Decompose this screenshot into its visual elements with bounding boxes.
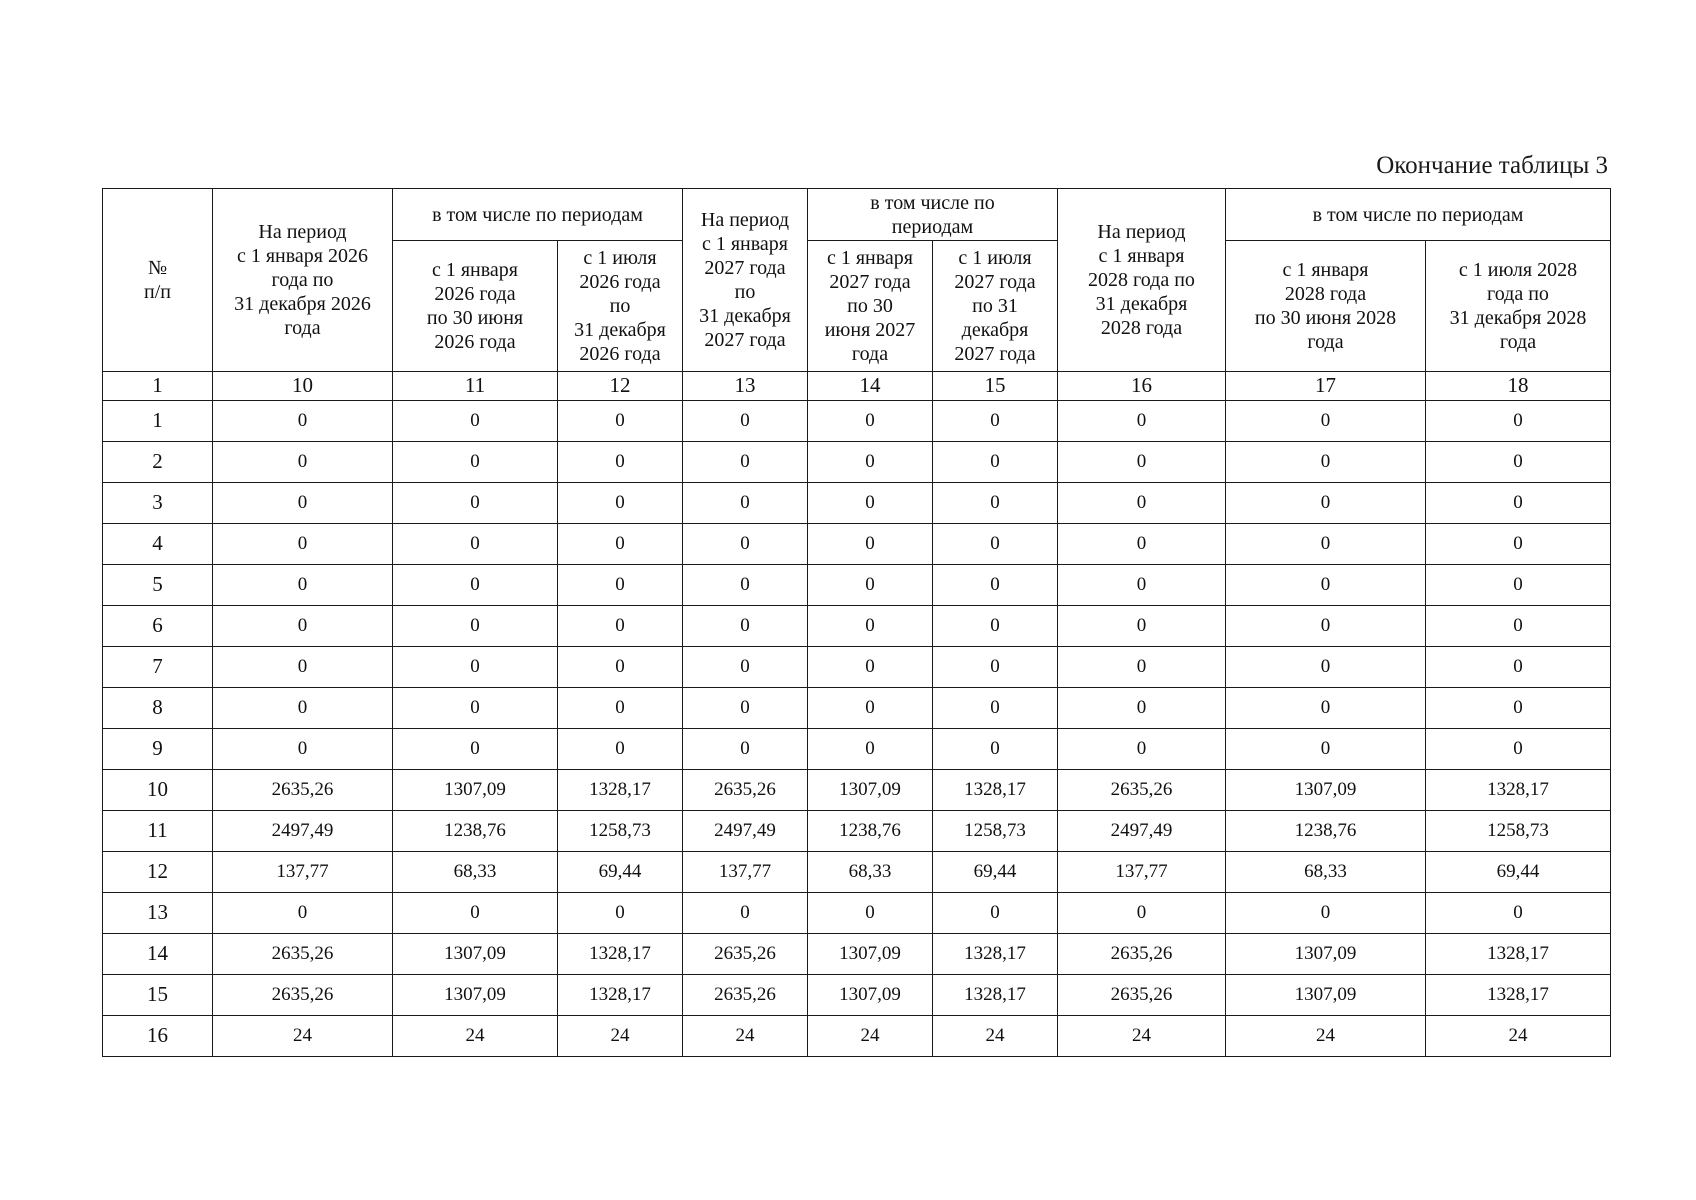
col-header-period-2026-text: На период с 1 января 2026 года по 31 декабря 2026 года xyxy=(234,221,371,339)
col-header-number xyxy=(103,189,213,372)
value-cell: 0 xyxy=(558,647,683,688)
value-cell: 0 xyxy=(1058,524,1226,565)
value-cell: 0 xyxy=(808,688,933,729)
value-cell: 0 xyxy=(393,565,558,606)
table-row xyxy=(103,565,1611,606)
col-header-h2-2027 xyxy=(933,241,1058,372)
value-cell: 0 xyxy=(1226,688,1426,729)
value-cell: 1307,09 xyxy=(808,934,933,975)
col-header-h1-2026-text: с 1 января 2026 года по 30 июня 2026 года xyxy=(426,259,524,353)
col-header-h1-2027 xyxy=(808,241,933,372)
value-cell: 0 xyxy=(1226,442,1426,483)
column-number: 13 xyxy=(683,372,808,401)
value-cell: 2497,49 xyxy=(213,811,393,852)
value-cell: 69,44 xyxy=(558,852,683,893)
value-cell: 0 xyxy=(213,647,393,688)
row-number-cell: 13 xyxy=(103,893,213,934)
value-cell: 0 xyxy=(1226,893,1426,934)
column-number: 15 xyxy=(933,372,1058,401)
value-cell: 24 xyxy=(393,1016,558,1057)
value-cell: 0 xyxy=(683,647,808,688)
value-cell: 0 xyxy=(558,524,683,565)
value-cell: 0 xyxy=(808,442,933,483)
value-cell: 2635,26 xyxy=(683,934,808,975)
value-cell: 1328,17 xyxy=(933,934,1058,975)
value-cell: 2497,49 xyxy=(683,811,808,852)
value-cell: 24 xyxy=(1426,1016,1611,1057)
value-cell: 1258,73 xyxy=(558,811,683,852)
value-cell: 1307,09 xyxy=(808,975,933,1016)
row-number-cell: 15 xyxy=(103,975,213,1016)
table-row xyxy=(103,483,1611,524)
value-cell: 0 xyxy=(1058,729,1226,770)
value-cell: 0 xyxy=(1058,401,1226,442)
value-cell: 1307,09 xyxy=(808,770,933,811)
value-cell: 24 xyxy=(808,1016,933,1057)
value-cell: 1328,17 xyxy=(933,975,1058,1016)
value-cell: 0 xyxy=(1426,483,1611,524)
value-cell: 0 xyxy=(393,524,558,565)
row-number-cell: 4 xyxy=(103,524,213,565)
table-row xyxy=(103,524,1611,565)
value-cell: 24 xyxy=(1058,1016,1226,1057)
col-header-h1-2028-text: с 1 января 2028 года по 30 июня 2028 года xyxy=(1254,259,1397,353)
value-cell: 1328,17 xyxy=(1426,770,1611,811)
value-cell: 0 xyxy=(808,647,933,688)
table-row xyxy=(103,770,1611,811)
value-cell: 0 xyxy=(1426,729,1611,770)
col-header-subperiods-2028 xyxy=(1226,189,1611,241)
value-cell: 0 xyxy=(683,401,808,442)
col-header-h2-2028-text: с 1 июля 2028 года по 31 декабря 2028 года xyxy=(1449,259,1587,353)
value-cell: 0 xyxy=(1226,483,1426,524)
value-cell: 1307,09 xyxy=(1226,975,1426,1016)
row-number-cell: 12 xyxy=(103,852,213,893)
value-cell: 2497,49 xyxy=(1058,811,1226,852)
value-cell: 1307,09 xyxy=(1226,770,1426,811)
column-number: 16 xyxy=(1058,372,1226,401)
col-header-number-text: № п/п xyxy=(144,257,171,303)
value-cell: 0 xyxy=(393,893,558,934)
value-cell: 2635,26 xyxy=(213,975,393,1016)
row-number-cell: 7 xyxy=(103,647,213,688)
value-cell: 2635,26 xyxy=(213,934,393,975)
value-cell: 2635,26 xyxy=(683,770,808,811)
value-cell: 0 xyxy=(683,729,808,770)
table-row xyxy=(103,401,1611,442)
value-cell: 1238,76 xyxy=(808,811,933,852)
value-cell: 0 xyxy=(213,442,393,483)
value-cell: 2635,26 xyxy=(1058,975,1226,1016)
row-number-cell: 14 xyxy=(103,934,213,975)
value-cell: 0 xyxy=(1426,893,1611,934)
table-row xyxy=(103,975,1611,1016)
col-header-period-2027 xyxy=(683,189,808,372)
value-cell: 24 xyxy=(558,1016,683,1057)
value-cell: 1328,17 xyxy=(1426,934,1611,975)
value-cell: 0 xyxy=(393,401,558,442)
row-number-cell: 1 xyxy=(103,401,213,442)
value-cell: 0 xyxy=(393,647,558,688)
col-header-h2-2026 xyxy=(558,241,683,372)
col-header-subperiods-2026-text: в том числе по периодам xyxy=(432,203,643,226)
value-cell: 0 xyxy=(1426,565,1611,606)
tariff-table xyxy=(102,188,1611,1057)
col-header-subperiods-2027-text: в том числе по периодам xyxy=(870,191,995,238)
value-cell: 0 xyxy=(683,483,808,524)
value-cell: 0 xyxy=(1226,647,1426,688)
value-cell: 0 xyxy=(393,688,558,729)
value-cell: 1238,76 xyxy=(1226,811,1426,852)
value-cell: 0 xyxy=(393,729,558,770)
value-cell: 2635,26 xyxy=(683,975,808,1016)
column-number-row xyxy=(103,372,1611,401)
value-cell: 0 xyxy=(558,606,683,647)
column-number: 1 xyxy=(103,372,213,401)
value-cell: 0 xyxy=(1426,401,1611,442)
value-cell: 0 xyxy=(213,606,393,647)
value-cell: 0 xyxy=(1226,565,1426,606)
value-cell: 0 xyxy=(1058,647,1226,688)
col-header-h1-2028 xyxy=(1226,241,1426,372)
value-cell: 1238,76 xyxy=(393,811,558,852)
value-cell: 0 xyxy=(808,565,933,606)
value-cell: 0 xyxy=(808,606,933,647)
row-number-cell: 3 xyxy=(103,483,213,524)
value-cell: 1307,09 xyxy=(393,770,558,811)
value-cell: 0 xyxy=(1058,688,1226,729)
value-cell: 0 xyxy=(393,483,558,524)
header-row-top xyxy=(103,189,1611,241)
value-cell: 0 xyxy=(213,893,393,934)
value-cell: 0 xyxy=(808,893,933,934)
column-number: 17 xyxy=(1226,372,1426,401)
col-header-subperiods-2026 xyxy=(393,189,683,241)
value-cell: 0 xyxy=(558,565,683,606)
value-cell: 1328,17 xyxy=(1426,975,1611,1016)
row-number-cell: 5 xyxy=(103,565,213,606)
value-cell: 0 xyxy=(393,606,558,647)
table-row xyxy=(103,893,1611,934)
table-row xyxy=(103,852,1611,893)
col-header-subperiods-2028-text: в том числе по периодам xyxy=(1312,203,1524,226)
table-row xyxy=(103,606,1611,647)
table-row xyxy=(103,442,1611,483)
value-cell: 1328,17 xyxy=(558,975,683,1016)
value-cell: 137,77 xyxy=(683,852,808,893)
value-cell: 0 xyxy=(1226,401,1426,442)
table-row xyxy=(103,934,1611,975)
table-row xyxy=(103,729,1611,770)
col-header-period-2028-text: На период с 1 января 2028 года по 31 декабря 2028 года xyxy=(1088,221,1195,339)
value-cell: 0 xyxy=(558,483,683,524)
value-cell: 0 xyxy=(683,893,808,934)
row-number-cell: 8 xyxy=(103,688,213,729)
value-cell: 0 xyxy=(808,401,933,442)
value-cell: 0 xyxy=(1226,606,1426,647)
value-cell: 0 xyxy=(683,606,808,647)
value-cell: 24 xyxy=(933,1016,1058,1057)
table-row xyxy=(103,688,1611,729)
value-cell: 2635,26 xyxy=(213,770,393,811)
value-cell: 0 xyxy=(558,893,683,934)
value-cell: 0 xyxy=(1426,524,1611,565)
value-cell: 0 xyxy=(933,688,1058,729)
value-cell: 0 xyxy=(1058,483,1226,524)
table-row xyxy=(103,1016,1611,1057)
value-cell: 0 xyxy=(933,442,1058,483)
value-cell: 24 xyxy=(1226,1016,1426,1057)
value-cell: 137,77 xyxy=(1058,852,1226,893)
value-cell: 0 xyxy=(1426,647,1611,688)
value-cell: 0 xyxy=(1058,893,1226,934)
value-cell: 0 xyxy=(933,483,1058,524)
value-cell: 0 xyxy=(558,442,683,483)
value-cell: 1307,09 xyxy=(1226,934,1426,975)
col-header-h2-2026-text: с 1 июля 2026 года по 31 декабря 2026 года xyxy=(574,247,666,365)
value-cell: 0 xyxy=(213,401,393,442)
col-header-period-2026 xyxy=(213,189,393,372)
col-header-h2-2027-text: с 1 июля 2027 года по 31 декабря 2027 года xyxy=(954,247,1036,365)
value-cell: 68,33 xyxy=(808,852,933,893)
value-cell: 0 xyxy=(808,483,933,524)
table-header xyxy=(103,189,1611,401)
value-cell: 2635,26 xyxy=(1058,934,1226,975)
col-header-period-2028 xyxy=(1058,189,1226,372)
value-cell: 0 xyxy=(1426,606,1611,647)
value-cell: 0 xyxy=(683,688,808,729)
table-caption: Окончание таблицы 3 xyxy=(1376,152,1608,179)
value-cell: 0 xyxy=(933,893,1058,934)
value-cell: 0 xyxy=(933,606,1058,647)
value-cell: 1307,09 xyxy=(393,975,558,1016)
value-cell: 0 xyxy=(558,729,683,770)
row-number-cell: 6 xyxy=(103,606,213,647)
value-cell: 0 xyxy=(1058,442,1226,483)
value-cell: 0 xyxy=(1426,442,1611,483)
value-cell: 0 xyxy=(683,442,808,483)
col-header-h1-2026 xyxy=(393,241,558,372)
value-cell: 0 xyxy=(933,729,1058,770)
value-cell: 0 xyxy=(808,524,933,565)
value-cell: 1328,17 xyxy=(558,934,683,975)
table-body xyxy=(103,401,1611,1057)
value-cell: 0 xyxy=(213,729,393,770)
value-cell: 0 xyxy=(213,483,393,524)
value-cell: 68,33 xyxy=(393,852,558,893)
col-header-period-2027-text: На период с 1 января 2027 года по 31 декабря 2027 года xyxy=(699,209,791,351)
row-number-cell: 2 xyxy=(103,442,213,483)
col-header-subperiods-2027 xyxy=(808,189,1058,241)
row-number-cell: 11 xyxy=(103,811,213,852)
value-cell: 0 xyxy=(393,442,558,483)
column-number: 10 xyxy=(213,372,393,401)
table-row xyxy=(103,811,1611,852)
value-cell: 0 xyxy=(933,565,1058,606)
table-row xyxy=(103,647,1611,688)
value-cell: 0 xyxy=(213,524,393,565)
value-cell: 0 xyxy=(808,729,933,770)
value-cell: 0 xyxy=(1058,606,1226,647)
value-cell: 1258,73 xyxy=(1426,811,1611,852)
value-cell: 0 xyxy=(1426,688,1611,729)
row-number-cell: 9 xyxy=(103,729,213,770)
value-cell: 69,44 xyxy=(933,852,1058,893)
value-cell: 0 xyxy=(933,647,1058,688)
column-number: 11 xyxy=(393,372,558,401)
value-cell: 0 xyxy=(213,688,393,729)
value-cell: 137,77 xyxy=(213,852,393,893)
value-cell: 24 xyxy=(213,1016,393,1057)
row-number-cell: 16 xyxy=(103,1016,213,1057)
value-cell: 0 xyxy=(213,565,393,606)
value-cell: 24 xyxy=(683,1016,808,1057)
col-header-h2-2028 xyxy=(1426,241,1611,372)
value-cell: 0 xyxy=(933,401,1058,442)
value-cell: 1258,73 xyxy=(933,811,1058,852)
value-cell: 0 xyxy=(1226,729,1426,770)
column-number: 12 xyxy=(558,372,683,401)
value-cell: 0 xyxy=(933,524,1058,565)
value-cell: 1328,17 xyxy=(558,770,683,811)
value-cell: 69,44 xyxy=(1426,852,1611,893)
col-header-h1-2027-text: с 1 января 2027 года по 30 июня 2027 года xyxy=(824,247,916,365)
column-number: 14 xyxy=(808,372,933,401)
value-cell: 1328,17 xyxy=(933,770,1058,811)
column-number: 18 xyxy=(1426,372,1611,401)
value-cell: 0 xyxy=(683,524,808,565)
value-cell: 68,33 xyxy=(1226,852,1426,893)
value-cell: 0 xyxy=(1226,524,1426,565)
row-number-cell: 10 xyxy=(103,770,213,811)
value-cell: 0 xyxy=(558,688,683,729)
value-cell: 0 xyxy=(558,401,683,442)
value-cell: 1307,09 xyxy=(393,934,558,975)
value-cell: 0 xyxy=(683,565,808,606)
value-cell: 2635,26 xyxy=(1058,770,1226,811)
value-cell: 0 xyxy=(1058,565,1226,606)
